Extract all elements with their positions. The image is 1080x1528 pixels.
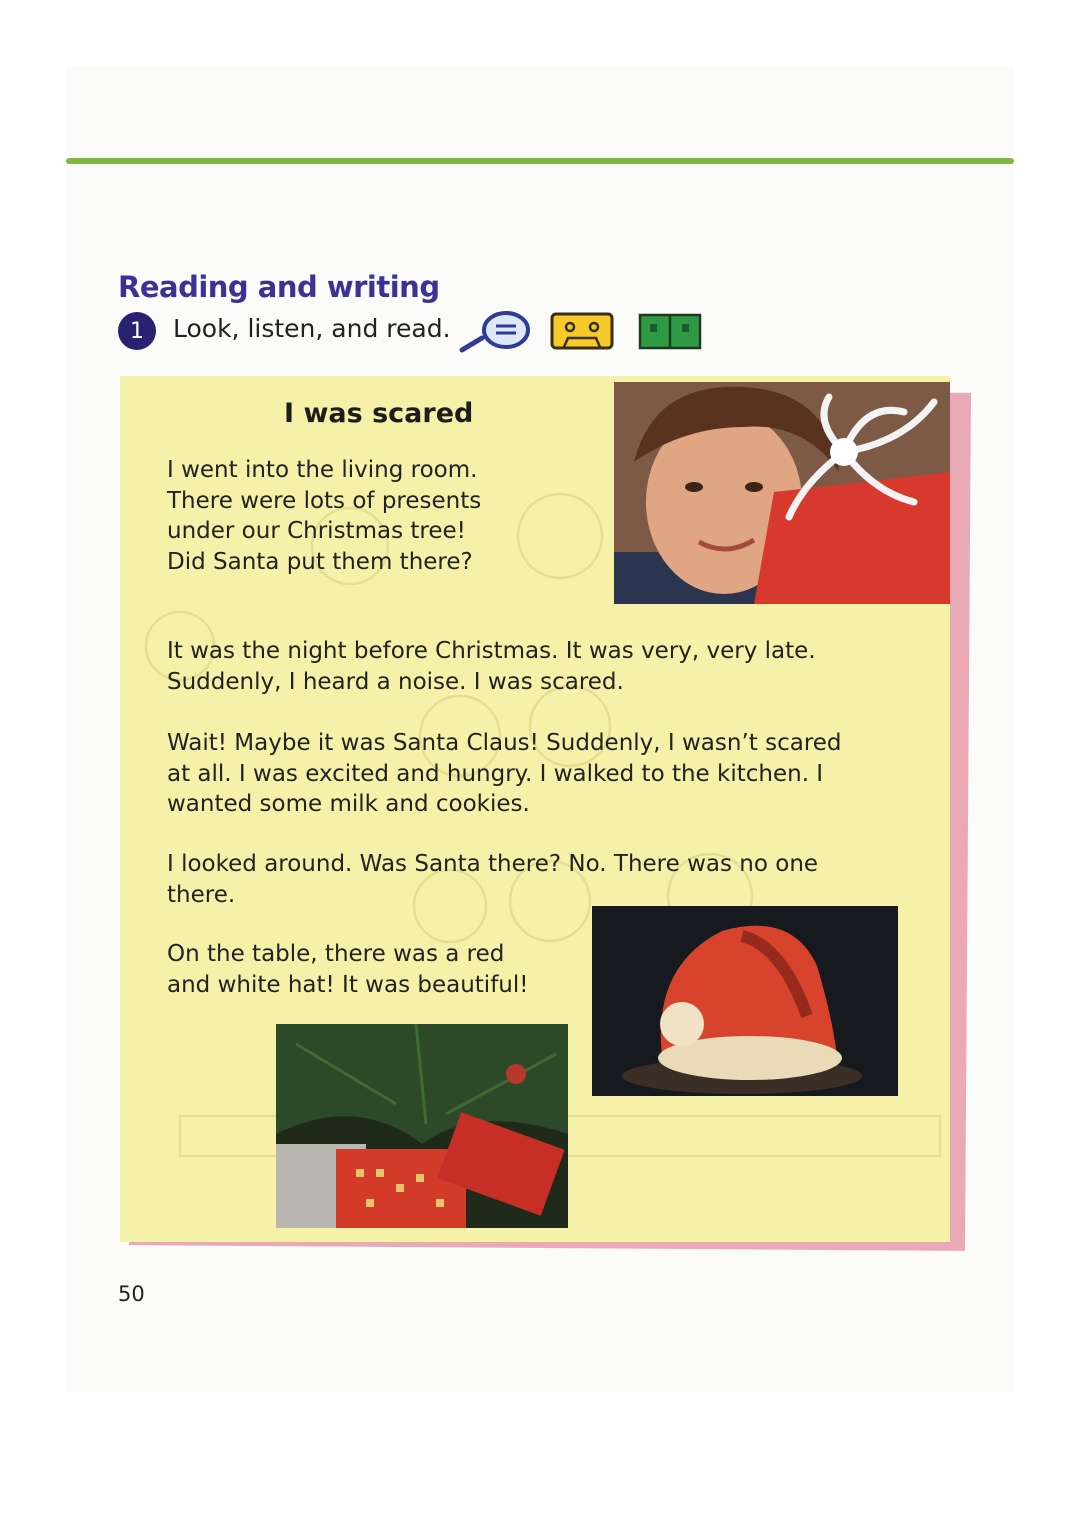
header-divider (66, 158, 1014, 164)
cassette-icon (550, 312, 614, 350)
instruction-text: Look, listen, and read. (173, 314, 451, 343)
book-icon (638, 312, 702, 350)
section-title: Reading and writing (118, 270, 440, 304)
story-title: I was scared (284, 398, 474, 429)
story-paragraph: I went into the living room. There were lots of presents under our Christmas tree! Did Santa put them there? (167, 457, 482, 575)
story-paragraph: It was the night before Christmas. It was very, very late. Suddenly, I heard a noise. I was scared. (167, 638, 816, 695)
story-paragraph: On the table, there was a red and white hat! It was beautiful! (167, 941, 529, 998)
presents-under-tree-photo (276, 1024, 568, 1228)
page-number: 50 (118, 1282, 145, 1306)
magnifier-icon (458, 310, 532, 354)
boy-with-present-photo (614, 382, 950, 604)
story-paragraph: Wait! Maybe it was Santa Claus! Suddenly, I wasn’t scared at all. I was excited and hungry. I walked to the kitchen. I wanted some milk and cookies. (167, 730, 842, 817)
santa-hat-photo (592, 906, 898, 1096)
activity-number-badge: 1 (118, 312, 156, 350)
story-paragraph: I looked around. Was Santa there? No. There was no one there. (167, 851, 819, 908)
